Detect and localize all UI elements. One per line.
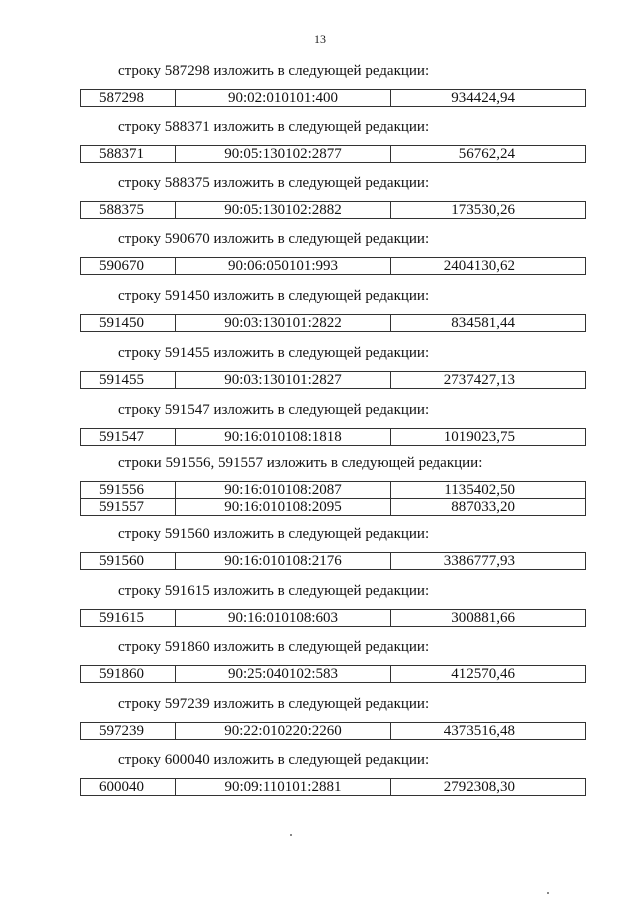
table-row xyxy=(81,146,586,163)
value-cell: 1135402,50 xyxy=(391,482,586,499)
amendment-instruction: строку 597239 изложить в следующей редакции: xyxy=(118,696,430,712)
table-row xyxy=(81,666,586,683)
amendment-table xyxy=(80,428,586,446)
cadastral-number-cell: 90:02:010101:400 xyxy=(176,90,391,107)
row-number-cell: 591557 xyxy=(81,499,176,516)
value-cell: 4373516,48 xyxy=(391,723,586,740)
amendment-instruction: строку 588371 изложить в следующей редакции: xyxy=(118,119,430,135)
scan-speck xyxy=(290,834,292,836)
row-number-cell: 588371 xyxy=(81,146,176,163)
amendment-table xyxy=(80,145,586,163)
amendment-table xyxy=(80,89,586,107)
scan-speck xyxy=(547,892,549,894)
cadastral-number-cell: 90:16:010108:2176 xyxy=(176,553,391,570)
cadastral-number-cell: 90:06:050101:993 xyxy=(176,258,391,275)
amendment-table xyxy=(80,371,586,389)
cadastral-number-cell: 90:16:010108:1818 xyxy=(176,429,391,446)
cadastral-number-cell: 90:05:130102:2882 xyxy=(176,202,391,219)
cadastral-number-cell: 90:03:130101:2822 xyxy=(176,315,391,332)
amendment-table xyxy=(80,481,586,516)
row-number-cell: 591615 xyxy=(81,610,176,627)
amendment-instruction: строку 591560 изложить в следующей редакции: xyxy=(118,526,430,542)
amendment-table xyxy=(80,201,586,219)
table-row xyxy=(81,315,586,332)
cadastral-number-cell: 90:22:010220:2260 xyxy=(176,723,391,740)
value-cell: 934424,94 xyxy=(391,90,586,107)
amendment-table xyxy=(80,609,586,627)
amendment-instruction: строку 587298 изложить в следующей редакции: xyxy=(118,63,430,79)
row-number-cell: 587298 xyxy=(81,90,176,107)
amendment-table xyxy=(80,314,586,332)
table-row xyxy=(81,202,586,219)
table-row xyxy=(81,482,586,499)
cadastral-number-cell: 90:16:010108:2095 xyxy=(176,499,391,516)
row-number-cell: 588375 xyxy=(81,202,176,219)
amendment-table xyxy=(80,257,586,275)
amendment-table xyxy=(80,665,586,683)
amendment-table xyxy=(80,778,586,796)
table-row xyxy=(81,372,586,389)
amendment-instruction: строку 591547 изложить в следующей редакции: xyxy=(118,402,430,418)
row-number-cell: 591556 xyxy=(81,482,176,499)
cadastral-number-cell: 90:09:110101:2881 xyxy=(176,779,391,796)
amendment-instruction: строку 591860 изложить в следующей редакции: xyxy=(118,639,430,655)
amendment-instruction: строку 590670 изложить в следующей редакции: xyxy=(118,231,430,247)
value-cell: 2792308,30 xyxy=(391,779,586,796)
cadastral-number-cell: 90:03:130101:2827 xyxy=(176,372,391,389)
table-row xyxy=(81,610,586,627)
row-number-cell: 591860 xyxy=(81,666,176,683)
table-row xyxy=(81,779,586,796)
amendment-instruction: строку 591450 изложить в следующей редакции: xyxy=(118,288,430,304)
amendment-table xyxy=(80,552,586,570)
row-number-cell: 591455 xyxy=(81,372,176,389)
row-number-cell: 597239 xyxy=(81,723,176,740)
value-cell: 173530,26 xyxy=(391,202,586,219)
table-row xyxy=(81,499,586,516)
amendment-instruction: строку 591615 изложить в следующей редакции: xyxy=(118,583,430,599)
cadastral-number-cell: 90:05:130102:2877 xyxy=(176,146,391,163)
amendment-instruction: строку 600040 изложить в следующей редакции: xyxy=(118,752,430,768)
value-cell: 834581,44 xyxy=(391,315,586,332)
table-row xyxy=(81,723,586,740)
value-cell: 2404130,62 xyxy=(391,258,586,275)
cadastral-number-cell: 90:25:040102:583 xyxy=(176,666,391,683)
amendment-instruction: строки 591556, 591557 изложить в следующей редакции: xyxy=(118,455,483,471)
cadastral-number-cell: 90:16:010108:2087 xyxy=(176,482,391,499)
table-row xyxy=(81,258,586,275)
value-cell: 300881,66 xyxy=(391,610,586,627)
row-number-cell: 590670 xyxy=(81,258,176,275)
table-row xyxy=(81,553,586,570)
value-cell: 887033,20 xyxy=(391,499,586,516)
table-row xyxy=(81,90,586,107)
row-number-cell: 591560 xyxy=(81,553,176,570)
amendment-instruction: строку 588375 изложить в следующей редакции: xyxy=(118,175,430,191)
table-row xyxy=(81,429,586,446)
row-number-cell: 600040 xyxy=(81,779,176,796)
page-number: 13 xyxy=(314,32,326,46)
amendment-instruction: строку 591455 изложить в следующей редакции: xyxy=(118,345,430,361)
value-cell: 2737427,13 xyxy=(391,372,586,389)
value-cell: 56762,24 xyxy=(391,146,586,163)
value-cell: 3386777,93 xyxy=(391,553,586,570)
amendment-table xyxy=(80,722,586,740)
cadastral-number-cell: 90:16:010108:603 xyxy=(176,610,391,627)
row-number-cell: 591450 xyxy=(81,315,176,332)
value-cell: 412570,46 xyxy=(391,666,586,683)
row-number-cell: 591547 xyxy=(81,429,176,446)
value-cell: 1019023,75 xyxy=(391,429,586,446)
